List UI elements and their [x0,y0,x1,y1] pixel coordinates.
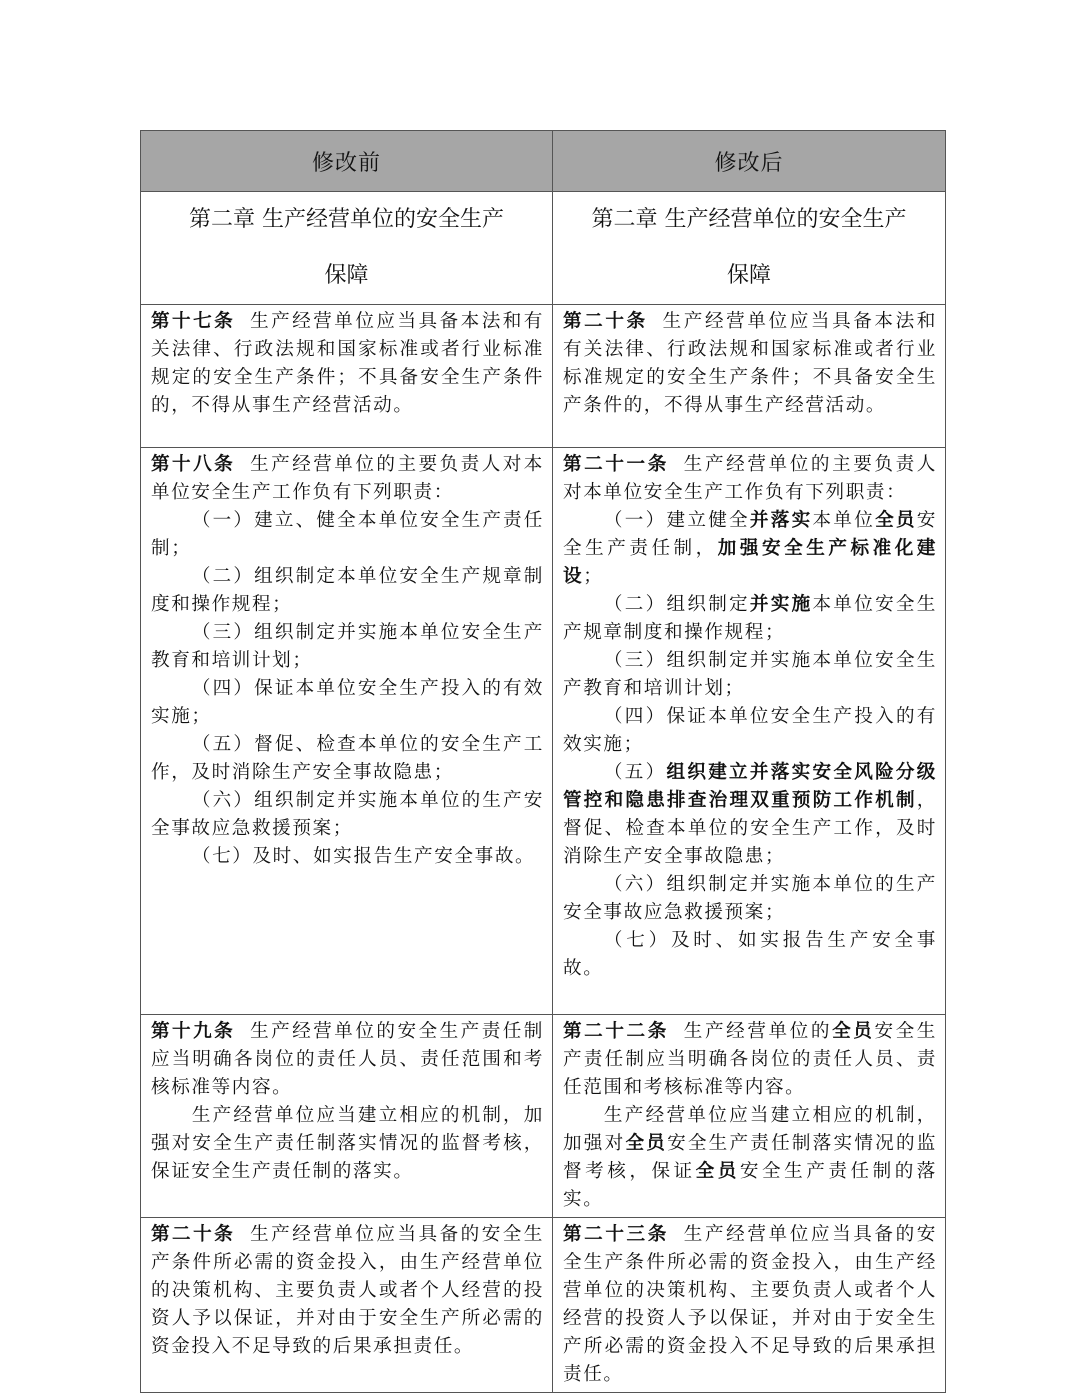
text-span: 生产经营单位应当建立相应的机制，加强对 [563,1105,937,1154]
duty-item: （六）组织制定并实施本单位的生产安全事故应急救援预案； [563,874,937,923]
article-after [553,305,946,448]
text-span: 本单位 [812,510,876,531]
chapter-title-line: 第二章 生产经营单位的安全生产 [189,207,504,232]
comparison-table [140,130,946,1393]
amended-text: 全员 [625,1133,668,1154]
amended-text: 组织建立并落实安全风险分级管控和隐患排查治理双重预防工作机制 [563,762,937,811]
text-span: 安全生产责任制的落实。 [563,1161,937,1210]
duty-item: （三）组织制定并实施本单位安全生产教育和培训计划； [563,650,937,699]
article-before [141,305,553,448]
text-span: 生产经营单位的 [683,1021,833,1042]
duty-item [563,507,937,591]
article-text [563,1102,937,1214]
amended-text: 全员 [832,1021,875,1042]
article-before [141,1015,553,1218]
header-row [141,131,946,192]
duty-item [563,591,937,647]
article-text: 生产经营单位应当具备的安全生产条件所必需的资金投入，由生产经营单位的决策机构、主要负责人或者个人经营的投资人予以保证，并对由于安全生产所必需的资金投入不足导致的后果承担责任。 [151,1224,544,1357]
text-span: 安全生产责任制应当明确各岗位的责任人员、责任范围和考核标准等内容。 [563,1021,937,1098]
article-text: 生产经营单位的安全生产责任制应当明确各岗位的责任人员、责任范围和考核标准等内容。 [151,1021,544,1098]
amended-text: 全员 [875,510,917,531]
chapter-before [141,192,553,305]
article-after [553,1015,946,1218]
article-number: 第二十三条 [563,1224,669,1245]
article-before [141,448,553,1015]
article-text: 生产经营单位的主要负责人对本单位安全生产工作负有下列职责： [151,454,544,503]
chapter-title-line: 保障 [726,263,771,288]
article-after [553,1218,946,1393]
text-span: 本单位安全生产规章制度和操作规程； [563,594,937,643]
article-text: 生产经营单位应当建立相应的机制，加强对安全生产责任制落实情况的监督考核，保证安全生产责任制的落实。 [151,1105,544,1182]
duty-item: （一）建立、健全本单位安全生产责任制； [151,510,544,559]
duty-item: （七）及时、如实报告生产安全事故。 [191,846,536,867]
text-span: 安全生产责任制落实情况的监督考核，保证 [563,1133,937,1182]
article-number: 第十七条 [151,311,236,332]
duty-item: （七）及时、如实报告生产安全事故。 [563,930,937,979]
article-text: 生产经营单位应当具备本法和有关法律、行政法规和国家标准或者行业标准规定的安全生产条件；不具备安全生产条件的，不得从事生产经营活动。 [151,311,544,416]
duty-item: （六）组织制定并实施本单位的生产安全事故应急救援预案； [151,790,544,839]
article-text: 生产经营单位的主要负责人对本单位安全生产工作负有下列职责： [563,454,937,503]
article-number: 第二十条 [151,1224,236,1245]
article-number: 第十九条 [151,1021,236,1042]
text-span: （二）组织制定 [603,594,750,615]
text-span: ，督促、检查本单位的安全生产工作，及时消除生产安全事故隐患； [563,790,937,867]
article-text: 生产经营单位应当具备的安全生产条件所必需的资金投入，由生产经营单位的决策机构、主要负责人或者个人经营的投资人予以保证，并对由于安全生产所必需的资金投入不足导致的后果承担责任。 [563,1224,937,1385]
duty-item: （四）保证本单位安全生产投入的有效实施； [151,678,544,727]
header-before: 修改前 [141,131,553,192]
article-row [141,448,946,1015]
text-span: （一）建立健全 [603,510,750,531]
duty-item: （四）保证本单位安全生产投入的有效实施； [563,706,937,755]
duty-item: （五）督促、检查本单位的安全生产工作，及时消除生产安全事故隐患； [151,734,544,783]
amended-text: 并落实 [749,510,813,531]
article-number: 第十八条 [151,454,236,475]
chapter-after [553,192,946,305]
chapter-title-line: 第二章 生产经营单位的安全生产 [591,207,907,232]
article-row [141,1218,946,1393]
text-span: ； [583,566,604,587]
duty-item [563,759,937,871]
header-after: 修改后 [553,131,946,192]
article-number: 第二十一条 [563,454,669,475]
duty-item: （三）组织制定并实施本单位安全生产教育和培训计划； [151,622,544,671]
article-number: 第二十条 [563,311,648,332]
article-before [141,1218,553,1393]
article-row [141,1015,946,1218]
amended-text: 并实施 [749,594,813,615]
amended-text: 加强安全生产标准化建设 [563,538,937,587]
article-row [141,305,946,448]
article-number: 第二十二条 [563,1021,669,1042]
text-span: 安全生产责任制， [563,510,937,559]
chapter-row [141,192,946,305]
article-after [553,448,946,1015]
chapter-title-line: 保障 [324,263,369,288]
text-span: （五） [603,762,667,783]
amended-text: 全员 [695,1161,740,1182]
article-text: 生产经营单位应当具备本法和有关法律、行政法规和国家标准或者行业标准规定的安全生产条件；不具备安全生产条件的，不得从事生产经营活动。 [563,311,937,416]
duty-item: （二）组织制定本单位安全生产规章制度和操作规程； [151,566,544,615]
